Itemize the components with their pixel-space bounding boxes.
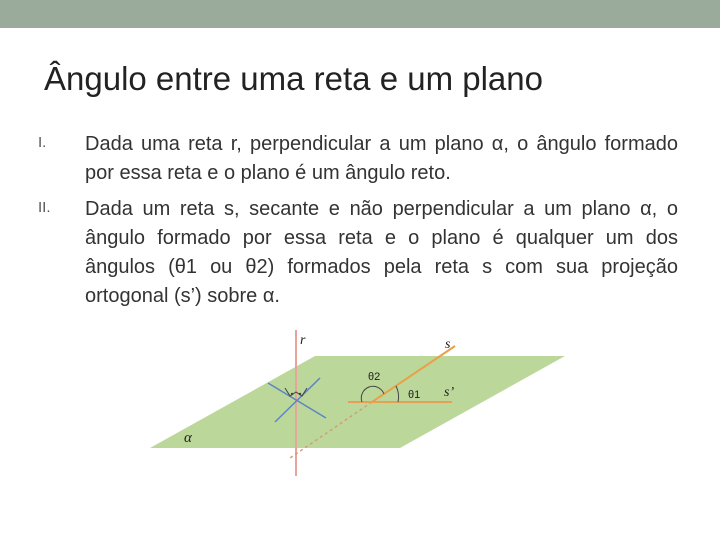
- content-list: [36, 130, 678, 318]
- label-theta2: θ2: [368, 371, 381, 383]
- list-marker: I.: [38, 134, 47, 151]
- label-theta1: θ1: [408, 389, 421, 401]
- top-bar: [0, 0, 720, 28]
- figure-svg: [140, 318, 570, 483]
- list-item-text: Dada um reta s, secante e não perpendicular a um plano α, o ângulo formado por essa reta e o plano é qualquer um dos ângulos (θ1 ou θ2) formados pela reta s com sua projeção ortogonal (s’) sobre α.: [85, 198, 678, 307]
- label-s: s: [445, 337, 451, 352]
- page-title: Ângulo entre uma reta e um plano: [44, 60, 543, 97]
- label-s-prime: s’: [444, 385, 455, 400]
- geometry-figure: [140, 318, 570, 483]
- list-marker: II.: [38, 199, 51, 216]
- list-item: [36, 195, 678, 311]
- label-alpha: α: [184, 430, 192, 446]
- label-r: r: [300, 333, 306, 348]
- list-item-text: Dada uma reta r, perpendicular a um plano α, o ângulo formado por essa reta e o plano é um ângulo reto.: [85, 133, 678, 184]
- list-item: [36, 130, 678, 188]
